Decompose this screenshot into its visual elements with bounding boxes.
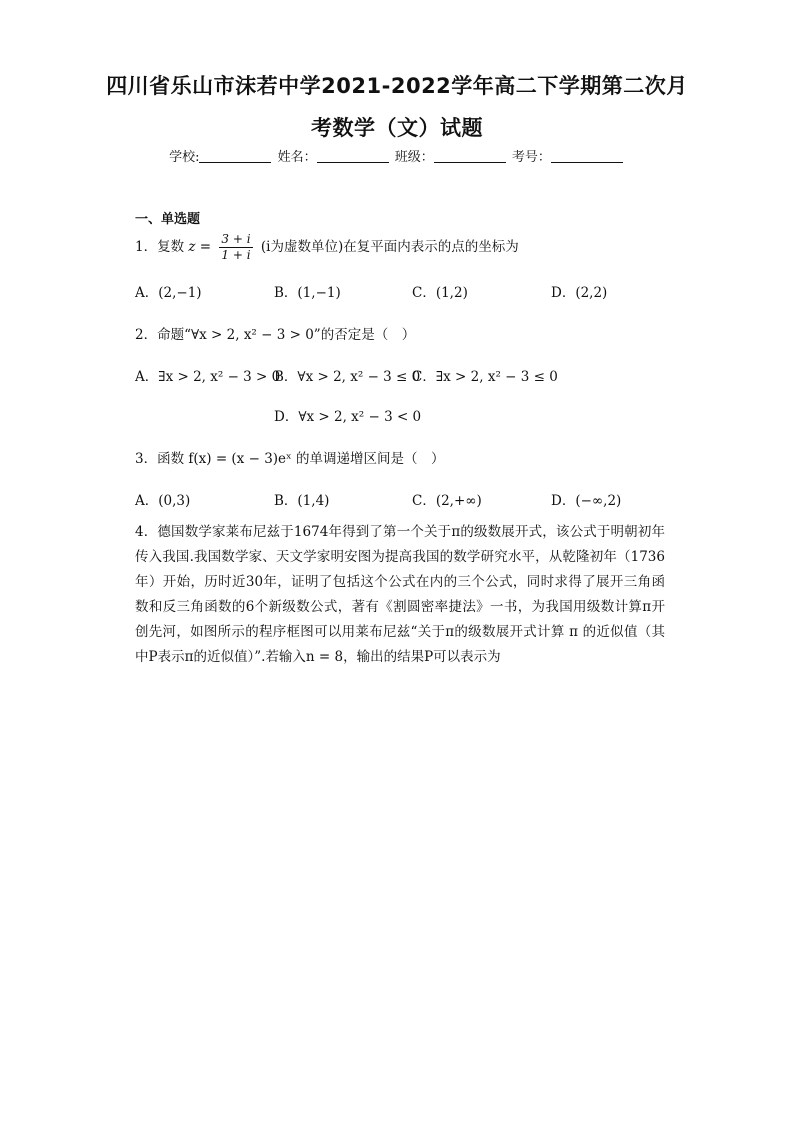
exam-title-line-1: 四川省乐山市沫若中学2021-2022学年高二下学期第二次月 xyxy=(106,74,688,98)
q3-option-a: A．(0,3) xyxy=(135,493,191,509)
q1-option-a: A．(2,−1) xyxy=(135,285,202,301)
class-blank[interactable] xyxy=(434,162,506,163)
name-blank[interactable] xyxy=(317,162,389,163)
q3-option-c: C．(2,+∞) xyxy=(412,493,482,509)
section-heading: 一、单选题 xyxy=(135,212,201,227)
q1-prefix: 1．复数 xyxy=(135,239,185,255)
question-3-stem: 3．函数 f(x) = (x − 3)eˣ 的单调递增区间是（ ） xyxy=(135,451,445,467)
q3-option-b: B．(1,4) xyxy=(274,493,330,509)
q2-option-d: D．∀x > 2, x² − 3 < 0 xyxy=(274,409,422,425)
q1-numerator: 3 + i xyxy=(221,232,251,246)
class-label: 班级： xyxy=(394,150,434,165)
exam-title-line-2: 考数学（文）试题 xyxy=(311,116,483,140)
q1-option-d: D．(2,2) xyxy=(551,285,608,301)
question-1-stem xyxy=(135,232,519,263)
exam-number-blank[interactable] xyxy=(551,162,623,163)
q1-z: z = xyxy=(188,239,212,255)
q1-fraction xyxy=(219,232,252,263)
question-4-paragraph: 4．德国数学家莱布尼兹于1674年得到了第一个关于π的级数展开式，该公式于明朝初年传入我国.我国数学家、天文学家明安图为提高我国的数学研究水平，从乾隆初年（1736年）开始，历时近30年，证明了包括这个公式在内的三个公式，同时求得了展开三角函数和反三角函数的6个新级数公式，著有《割圆密率捷法》一书，为我国用级数计算π开创先河，如图所示的程序框图可以用莱布尼兹“关于π的级数展开式计算 π 的近似值（其中P表示π的近似值）”.若输入n = 8，输出的结果P可以表示为 xyxy=(135,524,665,665)
exam-number-label: 考号： xyxy=(511,150,551,165)
q1-denominator: 1 + i xyxy=(221,248,251,262)
q2-option-b: B．∀x > 2, x² − 3 ≤ 0 xyxy=(274,369,421,385)
school-label: 学校: xyxy=(169,150,200,165)
q2-option-c: C．∃x > 2, x² − 3 ≤ 0 xyxy=(412,369,558,385)
q1-suffix: (i为虚数单位)在复平面内表示的点的坐标为 xyxy=(260,239,519,255)
school-blank[interactable] xyxy=(199,162,271,163)
q2-option-a: A．∃x > 2, x² − 3 > 0 xyxy=(135,369,281,385)
question-2-stem: 2．命题“∀x > 2, x² − 3 > 0”的否定是（ ） xyxy=(135,327,416,343)
student-info-fields xyxy=(0,146,794,165)
q1-option-b: B．(1,−1) xyxy=(274,285,341,301)
q1-option-c: C．(1,2) xyxy=(412,285,468,301)
name-label: 姓名： xyxy=(277,150,317,165)
q3-option-d: D．(−∞,2) xyxy=(551,493,622,509)
